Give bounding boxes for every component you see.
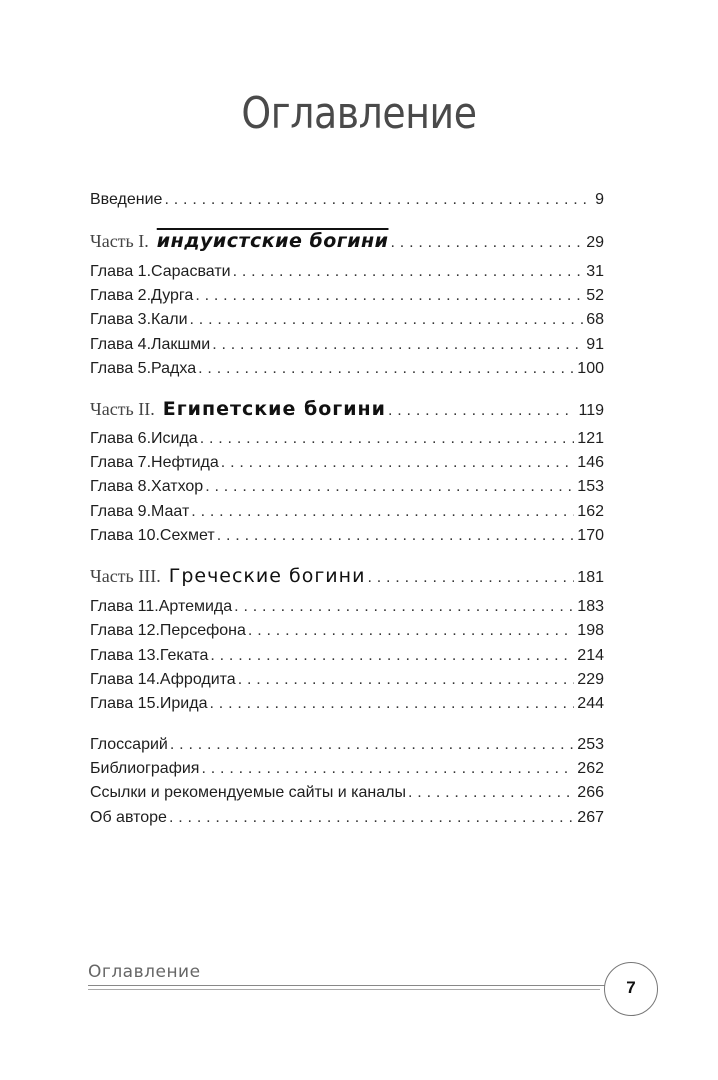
toc-entry-page: 100 [577, 360, 604, 377]
chapter-label: Глава 4. [90, 336, 152, 353]
dot-leader [205, 477, 574, 497]
toc-part-3[interactable] [90, 566, 604, 588]
chapter-title: Лакшми [151, 336, 211, 353]
toc-entry-glossary[interactable] [90, 735, 604, 755]
chapter-label: Глава 13. [90, 647, 160, 664]
chapter-label: Глава 11. [90, 598, 159, 615]
toc-chapter-13[interactable] [90, 646, 604, 666]
part-title: Греческие богини [168, 565, 366, 587]
toc-entry-about-author[interactable] [90, 808, 604, 828]
dot-leader [388, 401, 576, 421]
toc-chapter-11[interactable] [90, 597, 604, 617]
dot-leader [200, 429, 575, 449]
chapter-label: Глава 2. [90, 287, 152, 304]
toc-entry-label: Введение [90, 191, 163, 208]
chapter-title: Кали [151, 311, 188, 328]
toc-chapter-7[interactable] [90, 453, 604, 473]
chapter-label: Глава 6. [90, 430, 152, 447]
toc-entry-page: 214 [577, 647, 604, 664]
toc-entry-page: 119 [578, 402, 604, 419]
chapter-title: Дурга [151, 287, 194, 304]
chapter-title: Персефона [159, 622, 246, 639]
toc-entry-page: 91 [586, 336, 604, 353]
part-label: Часть I. [90, 231, 149, 251]
toc-entry-page: 198 [577, 622, 604, 639]
toc-entry-label: Об авторе [90, 809, 167, 826]
toc-chapter-5[interactable] [90, 359, 604, 379]
dot-leader [234, 597, 574, 617]
chapter-label: Глава 14. [90, 671, 160, 688]
dot-leader [191, 502, 574, 522]
dot-leader [233, 262, 584, 282]
chapter-title: Ирида [159, 695, 208, 712]
toc-entry-page: 262 [577, 760, 604, 777]
running-head: Оглавление [88, 962, 201, 982]
chapter-title: Сарасвати [151, 263, 231, 280]
dot-leader [210, 646, 574, 666]
dot-leader [195, 286, 583, 306]
chapter-label: Глава 3. [90, 311, 152, 328]
toc-entry-page: 162 [577, 503, 604, 520]
dot-leader [217, 526, 575, 546]
chapter-label: Глава 10. [90, 527, 160, 544]
dot-leader [390, 233, 583, 253]
toc-entry-page: 266 [577, 784, 604, 801]
page-title: Оглавление [241, 88, 477, 139]
chapter-label: Глава 5. [90, 360, 152, 377]
part-label: Часть III. [90, 566, 161, 586]
toc-entry-intro[interactable] [90, 190, 604, 210]
toc-chapter-2[interactable] [90, 286, 604, 306]
dot-leader [164, 190, 592, 210]
toc-chapter-12[interactable] [90, 621, 604, 641]
chapter-title: Исида [151, 430, 198, 447]
toc-entry-page: 181 [577, 569, 604, 586]
toc-entry-page: 29 [586, 234, 604, 251]
toc-entry-page: 121 [577, 430, 604, 447]
toc-part-2[interactable] [90, 399, 604, 421]
toc-entry-label: Библиография [90, 760, 200, 777]
toc-entry-label: Ссылки и рекомендуемые сайты и каналы [90, 784, 406, 801]
toc-entry-page: 229 [577, 671, 604, 688]
dot-leader [209, 694, 574, 714]
toc-entry-page: 267 [577, 809, 604, 826]
dot-leader [212, 335, 583, 355]
toc-entry-page: 9 [595, 191, 604, 208]
page-number: 7 [626, 978, 636, 997]
dot-leader [248, 621, 574, 641]
footer-rule-inner [88, 989, 600, 990]
toc-chapter-14[interactable] [90, 670, 604, 690]
toc-entry-page: 183 [577, 598, 604, 615]
dot-leader [198, 359, 574, 379]
chapter-title: Афродита [159, 671, 236, 688]
toc-chapter-9[interactable] [90, 502, 604, 522]
toc-entry-page: 146 [577, 454, 604, 471]
dot-leader [238, 670, 575, 690]
chapter-label: Глава 15. [90, 695, 160, 712]
toc-entry-page: 31 [586, 263, 604, 280]
toc-chapter-3[interactable] [90, 310, 604, 330]
toc-chapter-8[interactable] [90, 477, 604, 497]
toc-entry-page: 244 [577, 695, 604, 712]
chapter-title: Радха [151, 360, 197, 377]
dot-leader [221, 453, 575, 473]
dot-leader [408, 783, 574, 803]
dot-leader [367, 568, 574, 588]
chapter-label: Глава 9. [90, 503, 152, 520]
chapter-title: Маат [151, 503, 190, 520]
chapter-label: Глава 12. [90, 622, 160, 639]
chapter-label: Глава 7. [90, 454, 152, 471]
toc-entry-label: Глоссарий [90, 736, 168, 753]
toc-entry-page: 52 [586, 287, 604, 304]
dot-leader [169, 808, 574, 828]
footer-rule [88, 985, 608, 986]
part-title: Египетские богини [162, 398, 386, 420]
toc-chapter-6[interactable] [90, 429, 604, 449]
chapter-title: Геката [159, 647, 209, 664]
part-label: Часть II. [90, 399, 155, 419]
toc-entry-page: 153 [577, 478, 604, 495]
chapter-title: Хатхор [151, 478, 204, 495]
toc-entry-page: 170 [577, 527, 604, 544]
toc-part-1[interactable] [90, 231, 604, 253]
toc-entry-page: 68 [586, 311, 604, 328]
toc-chapter-1[interactable] [90, 262, 604, 282]
chapter-label: Глава 8. [90, 478, 152, 495]
toc-entry-links[interactable] [90, 783, 604, 803]
toc-entry-page: 253 [577, 736, 604, 753]
toc-entry-bibliography[interactable] [90, 759, 604, 779]
chapter-title: Нефтида [151, 454, 219, 471]
dot-leader [170, 735, 574, 755]
chapter-title: Сехмет [159, 527, 215, 544]
dot-leader [190, 310, 584, 330]
chapter-title: Артемида [158, 598, 233, 615]
dot-leader [201, 759, 574, 779]
part-title: индуистские богини [156, 230, 389, 252]
chapter-label: Глава 1. [90, 263, 152, 280]
toc-chapter-15[interactable] [90, 694, 604, 714]
toc-chapter-4[interactable] [90, 335, 604, 355]
toc-chapter-10[interactable] [90, 526, 604, 546]
